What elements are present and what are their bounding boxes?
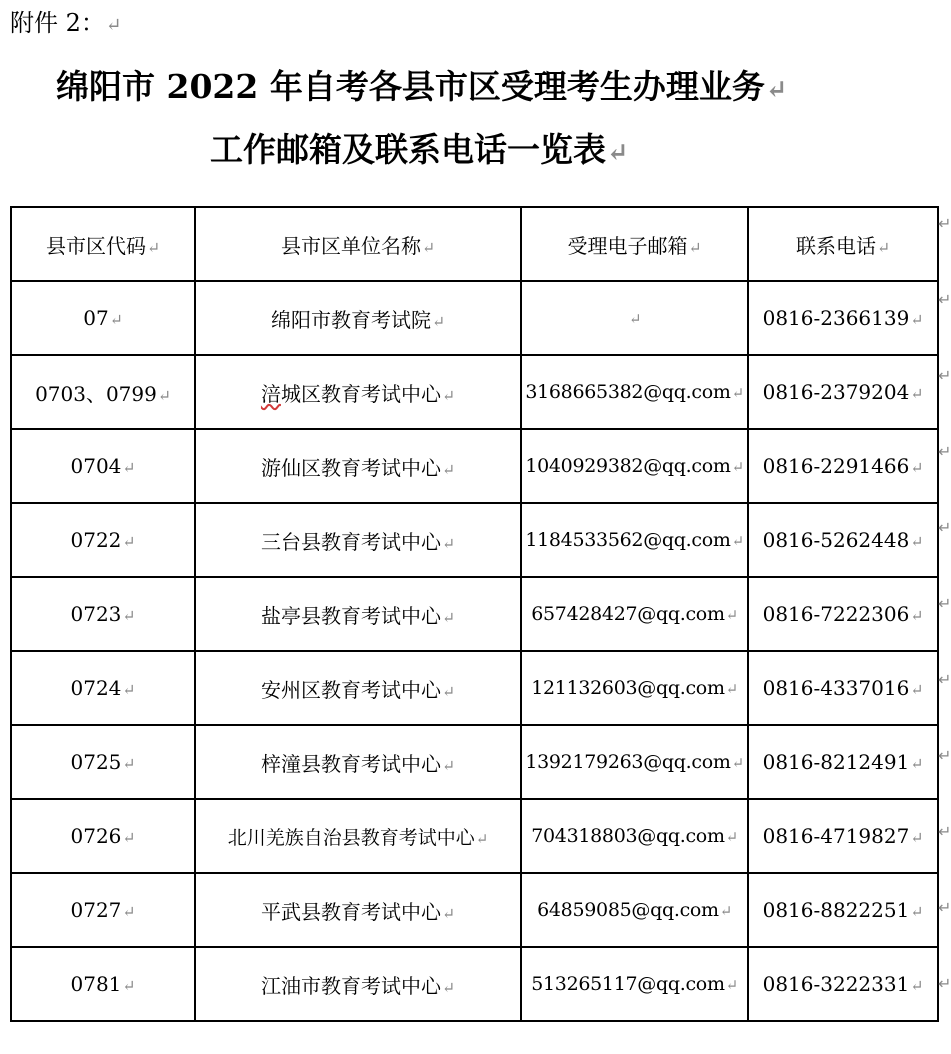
paragraph-mark-icon: ↵ <box>731 755 744 772</box>
paragraph-mark-icon: ↵ <box>441 904 456 923</box>
paragraph-mark-icon: ↵ <box>441 978 456 997</box>
cell-phone: 0816-5262448↵ <box>748 503 938 577</box>
paragraph-mark-icon: ↵ <box>607 138 629 168</box>
cell-phone: 0816-3222331↵ <box>748 947 938 1021</box>
cell-unit: 三台县教育考试中心↵ <box>195 503 521 577</box>
row-end-mark-icon: ↵ <box>938 290 951 309</box>
cell-email: 1040929382@qq.com↵ <box>521 429 748 503</box>
cell-phone: 0816-2366139↵ <box>748 281 938 355</box>
paragraph-mark-icon: ↵ <box>431 312 446 331</box>
paragraph-mark-icon: ↵ <box>122 459 136 477</box>
table-row <box>11 355 938 429</box>
table-row <box>11 873 938 947</box>
paragraph-mark-icon: ↵ <box>441 460 456 479</box>
row-end-mark-icon: ↵ <box>938 822 951 841</box>
paragraph-mark-icon: ↵ <box>441 386 456 405</box>
table-header-row <box>11 207 938 281</box>
cell-code: 0723↵ <box>11 577 195 651</box>
cell-unit: 游仙区教育考试中心↵ <box>195 429 521 503</box>
paragraph-mark-icon: ↵ <box>122 829 136 847</box>
paragraph-mark-icon: ↵ <box>725 607 738 624</box>
paragraph-mark-icon: ↵ <box>688 238 702 257</box>
row-end-mark-icon: ↵ <box>938 214 951 233</box>
document-title-line-1: 绵阳市 2022 年自考各县市区受理考生办理业务↵ <box>56 67 788 106</box>
table-row <box>11 947 938 1021</box>
header-unit: 县市区单位名称↵ <box>195 207 521 281</box>
paragraph-mark-icon: ↵ <box>910 977 924 995</box>
table-row <box>11 429 938 503</box>
paragraph-mark-icon: ↵ <box>910 385 924 403</box>
cell-code: 0725↵ <box>11 725 195 799</box>
paragraph-mark-icon: ↵ <box>731 459 744 476</box>
cell-email: 513265117@qq.com↵ <box>521 947 748 1021</box>
cell-email: 1392179263@qq.com↵ <box>521 725 748 799</box>
table-row <box>11 725 938 799</box>
paragraph-mark-icon: ↵ <box>876 238 891 257</box>
paragraph-mark-icon: ↵ <box>122 903 136 921</box>
paragraph-mark-icon: ↵ <box>109 311 123 329</box>
cell-unit: 绵阳市教育考试院↵ <box>195 281 521 355</box>
contact-table <box>10 206 939 1022</box>
cell-unit: 梓潼县教育考试中心↵ <box>195 725 521 799</box>
cell-code: 0781↵ <box>11 947 195 1021</box>
paragraph-mark-icon: ↵ <box>731 533 744 550</box>
cell-code: 07↵ <box>11 281 195 355</box>
paragraph-mark-icon: ↵ <box>122 977 136 995</box>
cell-phone: 0816-8212491↵ <box>748 725 938 799</box>
table-row <box>11 503 938 577</box>
cell-unit: 平武县教育考试中心↵ <box>195 873 521 947</box>
paragraph-mark-icon: ↵ <box>441 756 456 775</box>
cell-email: 3168665382@qq.com↵ <box>521 355 748 429</box>
cell-phone: 0816-2291466↵ <box>748 429 938 503</box>
paragraph-mark-icon: ↵ <box>146 238 161 257</box>
row-end-mark-icon: ↵ <box>938 746 951 765</box>
paragraph-mark-icon: ↵ <box>122 533 136 551</box>
paragraph-mark-icon: ↵ <box>719 903 732 920</box>
cell-unit: 江油市教育考试中心↵ <box>195 947 521 1021</box>
header-phone: 联系电话↵ <box>748 207 938 281</box>
cell-code: 0726↵ <box>11 799 195 873</box>
cell-phone: 0816-2379204↵ <box>748 355 938 429</box>
paragraph-mark-icon: ↵ <box>475 830 489 848</box>
header-email: 受理电子邮箱↵ <box>521 207 748 281</box>
paragraph-mark-icon: ↵ <box>441 682 456 701</box>
paragraph-mark-icon: ↵ <box>441 534 456 553</box>
paragraph-mark-icon: ↵ <box>122 681 136 699</box>
cell-email: 657428427@qq.com↵ <box>521 577 748 651</box>
paragraph-mark-icon: ↵ <box>910 607 924 625</box>
cell-code: 0724↵ <box>11 651 195 725</box>
cell-phone: 0816-7222306↵ <box>748 577 938 651</box>
table-row <box>11 651 938 725</box>
paragraph-mark-icon: ↵ <box>725 977 738 994</box>
paragraph-mark-icon: ↵ <box>725 681 738 698</box>
cell-code: 0722↵ <box>11 503 195 577</box>
paragraph-mark-icon: ↵ <box>910 681 924 699</box>
paragraph-mark-icon: ↵ <box>910 829 924 847</box>
paragraph-mark-icon: ↵ <box>910 903 924 921</box>
table-row <box>11 577 938 651</box>
cell-email: 1184533562@qq.com↵ <box>521 503 748 577</box>
attachment-label: 附件 2：↵ <box>10 9 122 37</box>
row-end-mark-icon: ↵ <box>938 898 951 917</box>
paragraph-mark-icon: ↵ <box>105 15 122 36</box>
table-row <box>11 799 938 873</box>
row-end-mark-icon: ↵ <box>938 518 951 537</box>
cell-unit: 盐亭县教育考试中心↵ <box>195 577 521 651</box>
cell-phone: 0816-4337016↵ <box>748 651 938 725</box>
paragraph-mark-icon: ↵ <box>765 75 788 105</box>
table-row <box>11 281 938 355</box>
paragraph-mark-icon: ↵ <box>157 386 171 405</box>
paragraph-mark-icon: ↵ <box>910 533 924 551</box>
row-end-mark-icon: ↵ <box>938 670 951 689</box>
row-end-mark-icon: ↵ <box>938 366 951 385</box>
cell-code: 0727↵ <box>11 873 195 947</box>
cell-email <box>521 281 748 355</box>
cell-email: 121132603@qq.com↵ <box>521 651 748 725</box>
cell-unit: 北川羌族自治县教育考试中心↵ <box>195 799 521 873</box>
cell-phone: 0816-8822251↵ <box>748 873 938 947</box>
cell-unit: 安州区教育考试中心↵ <box>195 651 521 725</box>
paragraph-mark-icon: ↵ <box>910 755 924 773</box>
paragraph-mark-icon: ↵ <box>731 385 744 402</box>
paragraph-mark-icon: ↵ <box>910 311 924 329</box>
row-end-mark-icon: ↵ <box>938 594 951 613</box>
paragraph-mark-icon: ↵ <box>441 608 456 627</box>
paragraph-mark-icon: ↵ <box>421 238 436 257</box>
spellcheck-flagged-word: 涪 <box>260 381 281 406</box>
cell-unit: 涪城区教育考试中心↵ <box>195 355 521 429</box>
cell-code: 0703、0799↵ <box>11 355 195 429</box>
paragraph-mark-icon: ↵ <box>725 829 738 846</box>
cell-email: 704318803@qq.com↵ <box>521 799 748 873</box>
cell-code: 0704↵ <box>11 429 195 503</box>
document-title-line-2: 工作邮箱及联系电话一览表↵ <box>210 130 629 169</box>
row-end-mark-icon: ↵ <box>938 442 951 461</box>
paragraph-mark-icon: ↵ <box>910 459 924 477</box>
paragraph-mark-icon: ↵ <box>122 755 136 773</box>
paragraph-mark-icon: ↵ <box>122 607 136 625</box>
header-code: 县市区代码↵ <box>11 207 195 281</box>
row-end-mark-icon: ↵ <box>938 974 951 993</box>
paragraph-mark-icon: ↵ <box>628 311 642 328</box>
cell-phone: 0816-4719827↵ <box>748 799 938 873</box>
cell-email: 64859085@qq.com↵ <box>521 873 748 947</box>
